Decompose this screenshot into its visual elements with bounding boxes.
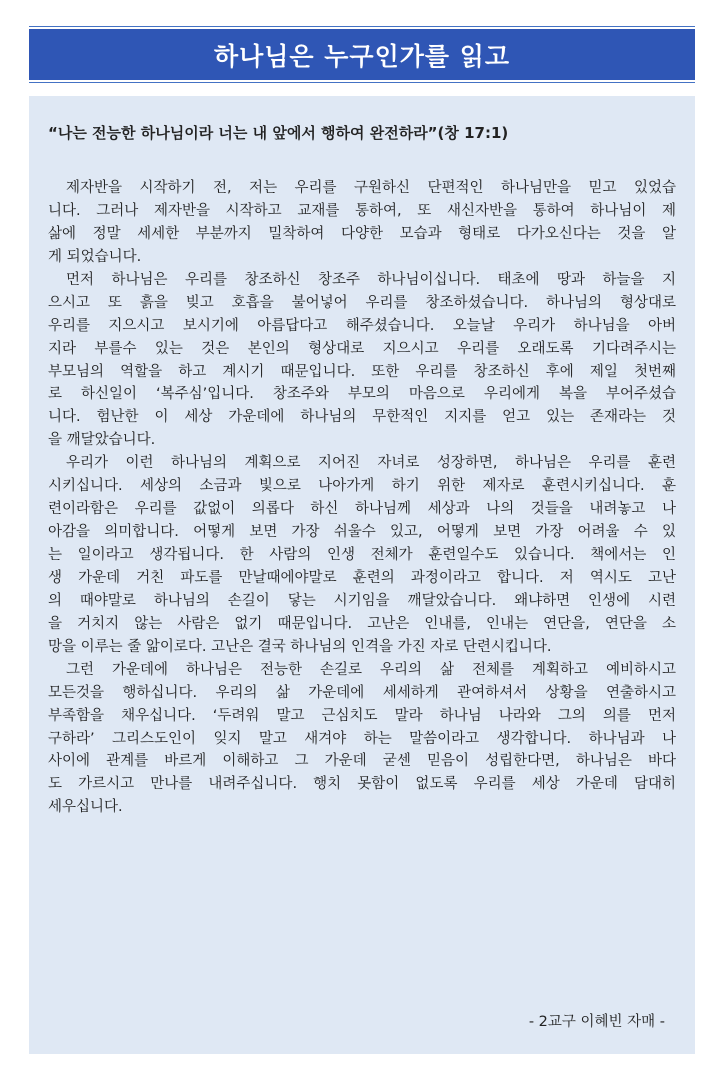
essay-line: 련이라함은 우리를 값없이 의롭다 하신 하나님께 세상과 나의 것들을 내려놓고 나 [48, 501, 676, 518]
essay-line: 지라 부를수 있는 것은 본인의 형상대로 지으시고 우리를 오래도록 기다려주시는 [48, 340, 676, 357]
essay-line: 로 하신일이 ‘복주심’입니다. 창조주와 부모의 마음으로 우리에게 복을 부어주셨습 [48, 386, 676, 403]
essay-line: 모든것을 행하십니다. 우리의 삶 가운데에 세세하게 관여하셔서 상황을 연출하시고 [48, 684, 676, 701]
essay-line: 게 되었습니다. [48, 248, 142, 265]
essay-line: 을 거치지 않는 사람은 없기 때문입니다. 고난은 인내를, 인내는 연단을, 연단을 소 [48, 615, 676, 632]
essay-line: 도 가르시고 만나를 내려주십니다. 행치 못함이 없도록 우리를 세상 가운데 담대히 [48, 776, 676, 793]
essay-line: 생 가운데 거친 파도를 만날때에야말로 훈련의 과정이라고 합니다. 저 역시도 고난 [48, 569, 676, 586]
scripture-verse: “나는 전능한 하나님이라 너는 내 앞에서 행하여 완전하라”(창 17:1) [48, 124, 509, 142]
essay-body [48, 177, 676, 819]
author-signature: - 2교구 이혜빈 자매 - [528, 1014, 665, 1030]
essay-line: 구하라’ 그리스도인이 잊지 말고 새겨야 하는 말씀이라고 생각합니다. 하나님과 나 [48, 730, 676, 747]
essay-line: 부모님의 역할을 하고 계시기 때문입니다. 또한 우리를 창조하신 후에 제일 첫번째 [48, 363, 676, 380]
essay-line: 의 때야말로 하나님의 손길이 닿는 시기임을 깨달았습니다. 왜냐하면 인생에 시련 [48, 592, 676, 609]
essay-line: 삶에 정말 세세한 부분까지 밀착하여 다양한 모습과 형태로 다가오신다는 것을 알 [48, 225, 676, 242]
essay-panel [29, 96, 695, 1054]
essay-line: 먼저 하나님은 우리를 창조하신 창조주 하나님이십니다. 태초에 땅과 하늘을 지 [66, 271, 676, 288]
essay-line: 우리가 이런 하나님의 계획으로 지어진 자녀로 성장하면, 하나님은 우리를 훈련 [66, 455, 676, 472]
essay-line: 망을 이루는 줄 앎이로다. 고난은 결국 하나님의 인격을 가진 자로 단련시킵니다. [48, 638, 552, 655]
title-bottom-rule [29, 82, 695, 83]
page-title: 하나님은 누구인가를 읽고 [213, 41, 511, 71]
essay-line: 으시고 또 흙을 빚고 호흡을 불어넣어 우리를 창조하셨습니다. 하나님의 형상대로 [48, 294, 676, 311]
essay-line: 부족함을 채우십니다. ‘두려워 말고 근심치도 말라 하나님 나라와 그의 의를 먼저 [48, 707, 676, 724]
essay-line: 니다. 험난한 이 세상 가운데에 하나님의 무한적인 지지를 얻고 있는 존재라는 것 [48, 409, 676, 426]
essay-line: 니다. 그러나 제자반을 시작하고 교재를 통하여, 또 새신자반을 통하여 하나님이 제 [48, 202, 676, 219]
essay-line: 시키십니다. 세상의 소금과 빛으로 나아가게 하기 위한 제자로 훈련시키십니다. 훈 [48, 478, 676, 495]
title-top-rule [29, 26, 695, 27]
essay-line: 세우십니다. [48, 799, 123, 816]
essay-line: 그런 가운데에 하나님은 전능한 손길로 우리의 삶 전체를 계획하고 예비하시고 [66, 661, 676, 678]
essay-line: 아감을 의미합니다. 어떻게 보면 가장 쉬울수 있고, 어떻게 보면 가장 어려울 수 있 [48, 524, 676, 541]
essay-line: 제자반을 시작하기 전, 저는 우리를 구원하신 단편적인 하나님만을 믿고 있었습 [66, 180, 676, 196]
essay-line: 우리를 지으시고 보시기에 아름답다고 해주셨습니다. 오늘날 우리가 하나님을 아버 [48, 317, 676, 334]
essay-line: 을 깨달았습니다. [48, 432, 156, 449]
essay-line: 는 일이라고 생각됩니다. 한 사람의 인생 전체가 훈련일수도 있습니다. 책에서는 인 [48, 547, 676, 563]
essay-line: 사이에 관계를 바르게 이해하고 그 가운데 굳센 믿음이 성립한다면, 하나님은 바다 [48, 753, 676, 770]
title-banner [29, 29, 695, 80]
